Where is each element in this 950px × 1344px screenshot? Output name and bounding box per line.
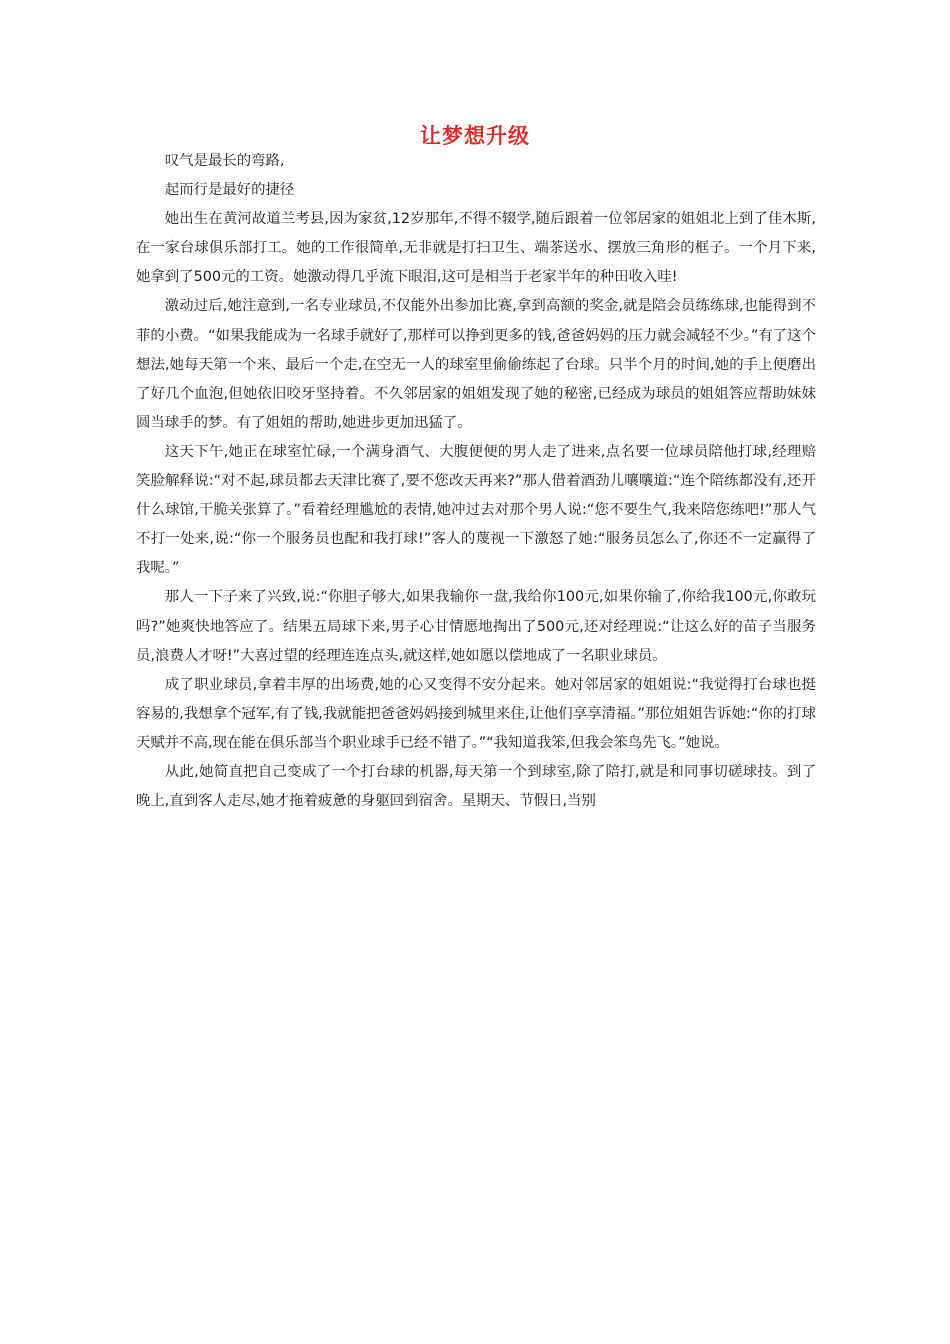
body-paragraph: 成了职业球员,拿着丰厚的出场费,她的心又变得不安分起来。她对邻居家的姐姐说:“我觉得打台球也挺容易的,我想拿个冠军,有了钱,我就能把爸爸妈妈接到城里来住,让他们享享清福。”那位姐姐告诉她:“你的打球天赋并不高,现在能在俱乐部当个职业球手已经不错了。”“我知道我笨,但我会笨鸟先飞。”她说。 [136, 676, 816, 751]
body-paragraph: 从此,她简直把自己变成了一个打台球的机器,每天第一个到球室,除了陪打,就是和同事切磋球技。到了晚上,直到客人走尽,她才拖着疲惫的身躯回到宿舍。星期天、节假日,当别 [136, 763, 816, 810]
poem-line: 起而行是最好的捷径 [164, 182, 295, 199]
body-paragraph: 这天下午,她正在球室忙碌,一个满身酒气、大腹便便的男人走了进来,点名要一位球员陪他打球,经理赔笑脸解释说:“对不起,球员都去天津比赛了,要不您改天再来?”那人借着酒劲儿嚷嚷道:“连个陪练都没有,还开什么球馆,干脆关张算了。”看着经理尴尬的表情,她冲过去对那个男人说:“您不要生气,我来陪您练吧!”那人气不打一处来,说:“你一个服务员也配和我打球!”客人的蔑视一下激怒了她:“服务员怎么了,你还不一定赢得了我呢。” [136, 443, 816, 577]
document-body [136, 147, 816, 816]
body-paragraph: 激动过后,她注意到,一名专业球员,不仅能外出参加比赛,拿到高额的奖金,就是陪会员练练球,也能得到不菲的小费。“如果我能成为一名球手就好了,那样可以挣到更多的钱,爸爸妈妈的压力就会减轻不少。”有了这个想法,她每天第一个来、最后一个走,在空无一人的球室里偷偷练起了台球。只半个月的时间,她的手上便磨出了好几个血泡,但她依旧咬牙坚持着。不久邻居家的姐姐发现了她的秘密,已经成为球员的姐姐答应帮助妹妹圆当球手的梦。有了姐姐的帮助,她进步更加迅猛了。 [136, 298, 816, 431]
document-title: 让梦想升级 [420, 124, 530, 148]
poem-line: 叹气是最长的弯路, [164, 153, 285, 169]
body-paragraph: 那人一下子来了兴致,说:“你胆子够大,如果我输你一盘,我给你100元,如果你输了,你给我100元,你敢玩吗?”她爽快地答应了。结果五局球下来,男子心甘情愿地掏出了500元,还对经理说:“让这么好的苗子当服务员,浪费人才呀!”大喜过望的经理连连点头,就这样,她如愿以偿地成了一名职业球员。 [136, 589, 816, 664]
body-paragraph: 她出生在黄河故道兰考县,因为家贫,12岁那年,不得不辍学,随后跟着一位邻居家的姐姐北上到了佳木斯,在一家台球俱乐部打工。她的工作很简单,无非就是打扫卫生、端茶送水、摆放三角形的框子。一个月下来,她拿到了500元的工资。她激动得几乎流下眼泪,这可是相当于老家半年的种田收入哇! [136, 211, 816, 286]
